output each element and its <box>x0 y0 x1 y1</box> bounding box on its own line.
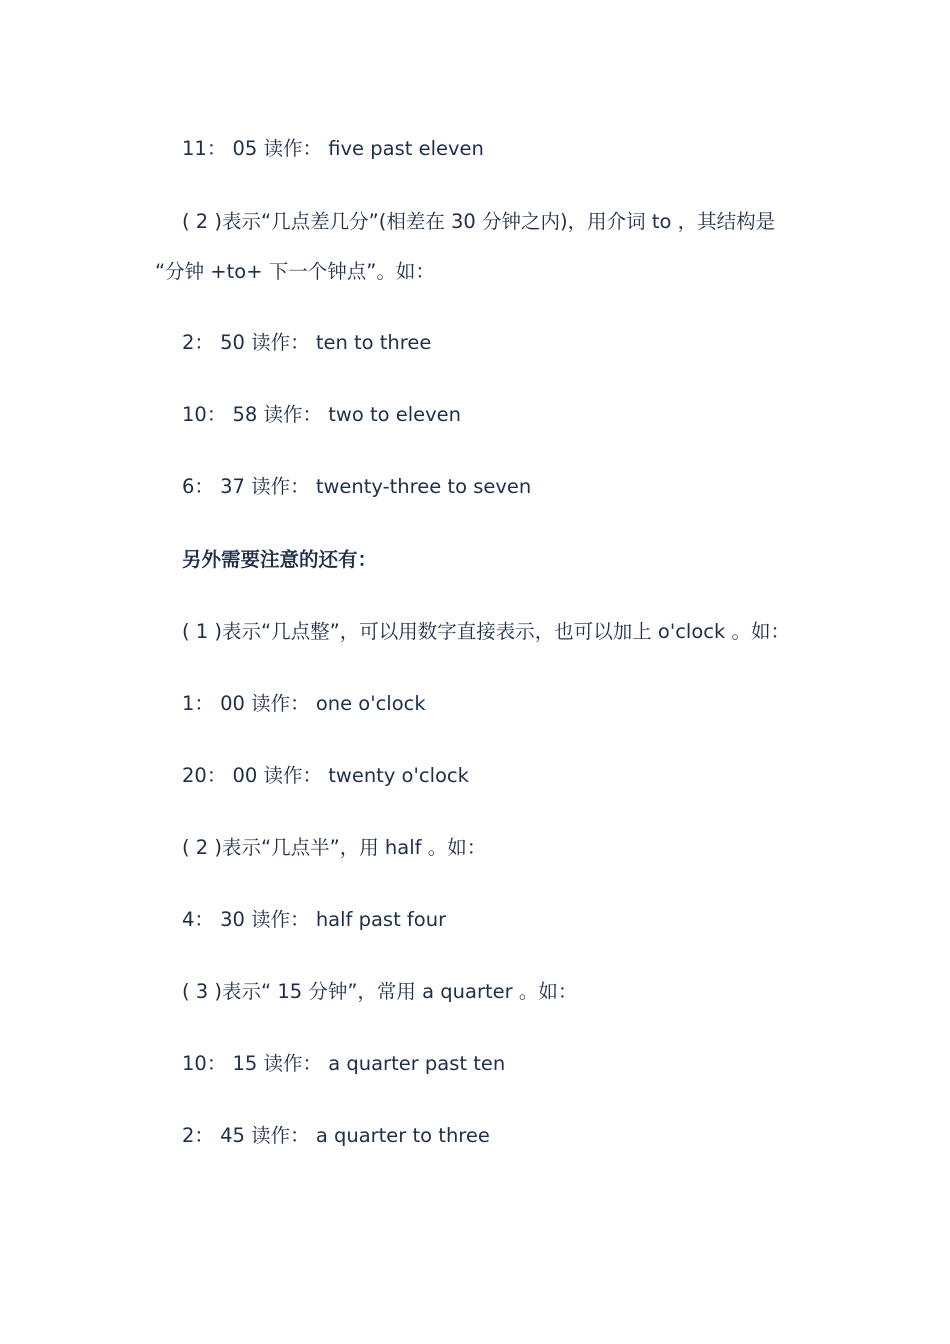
example-line: 4： 30 读作： half past four <box>182 908 447 931</box>
rule-paragraph-line: “分钟 +to+ 下一个钟点”。如： <box>155 260 435 283</box>
example-line: 6： 37 读作： twenty-three to seven <box>182 475 532 498</box>
rule-paragraph-line: ( 2 )表示“几点半”，用 half 。如： <box>182 836 487 859</box>
example-line: 10： 15 读作： a quarter past ten <box>182 1052 506 1075</box>
rule-paragraph-line: ( 2 )表示“几点差几分”(相差在 30 分钟之内)，用介词 to ，其结构是 <box>182 210 776 233</box>
example-line: 20： 00 读作： twenty o'clock <box>182 764 469 787</box>
example-line: 2： 50 读作： ten to three <box>182 331 432 354</box>
example-line: 11： 05 读作： five past eleven <box>182 137 484 160</box>
rule-paragraph-line: ( 3 )表示“ 15 分钟”，常用 a quarter 。如： <box>182 980 578 1003</box>
rule-paragraph-line: ( 1 )表示“几点整”，可以用数字直接表示，也可以加上 o'clock 。如： <box>182 620 790 643</box>
example-line: 2： 45 读作： a quarter to three <box>182 1124 490 1147</box>
example-line: 10： 58 读作： two to eleven <box>182 403 462 426</box>
example-line: 1： 00 读作： one o'clock <box>182 692 426 715</box>
section-heading: 另外需要注意的还有： <box>182 548 378 571</box>
